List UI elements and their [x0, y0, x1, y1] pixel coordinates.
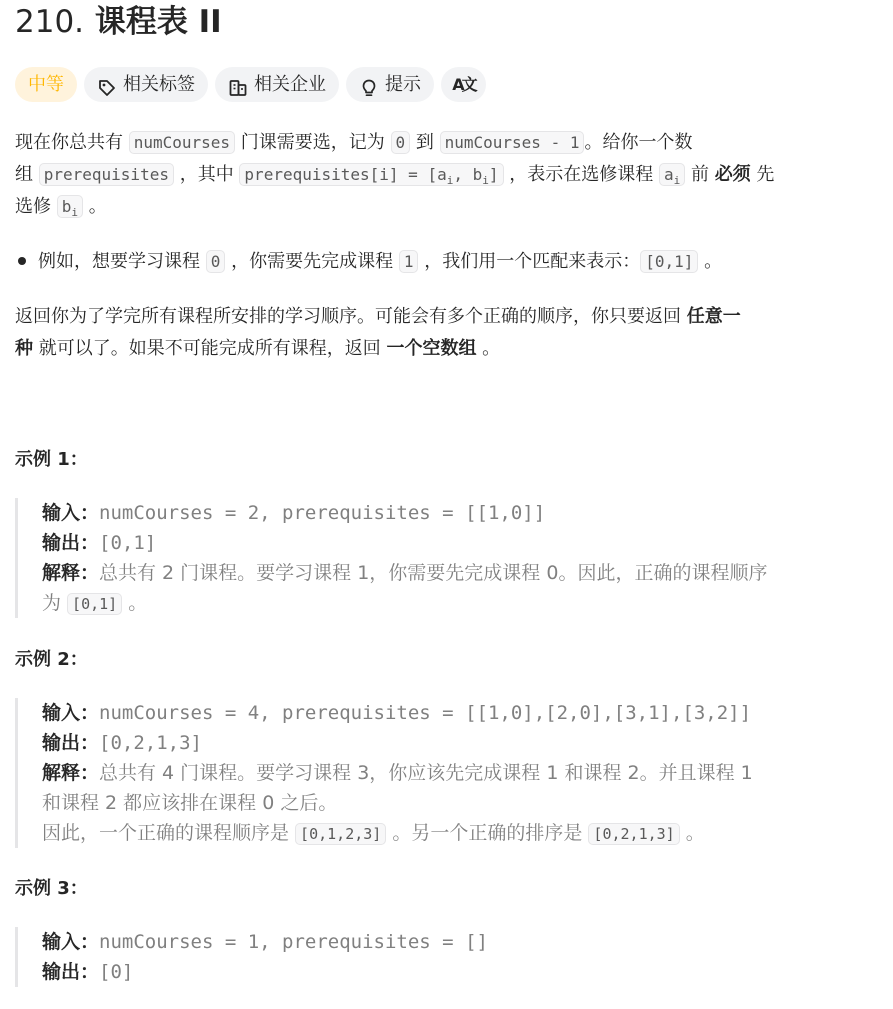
example-output: [0,1] [99, 532, 157, 554]
example-explanation: 总共有 4 门课程。要学习课程 3，你应该先完成课程 1 和课程 2。并且课程 1 [99, 762, 753, 784]
inline-code: prerequisites [39, 163, 174, 186]
tag-icon [97, 75, 117, 95]
description-paragraph-1: 现在你总共有 numCourses 门课需要选，记为 0 到 numCourses - 1 。给你一个数 组 prerequisites ，其中 prerequisites[i] = [$a_i$, $b_i$] ，表示在选修课程 $a_i$ 前 必须 先 选修 $b_i$ 。 [15, 132, 775, 220]
difficulty-label: 中等 [28, 74, 64, 95]
inline-code: [0,2,1,3] [588, 823, 679, 845]
example-1-block: 输入：numCourses = 2, prerequisites = [[1,0]] 输出：[0,1] 解释：总共有 2 门课程。要学习课程 1，你需要先完成课程 0。因此，正确的课程顺序 为 [0,1] 。 [15, 498, 875, 618]
hint-label: 提示 [385, 74, 421, 95]
related-companies-label: 相关企业 [254, 74, 326, 95]
example-2-title: 示例 2： [15, 649, 88, 670]
problem-title [15, 0, 222, 44]
related-tags-label: 相关标签 [123, 74, 195, 95]
inline-code: prerequisites[i] = [$a_i$, $b_i$] [239, 163, 503, 186]
inline-code: 0 [391, 131, 411, 154]
description-list-item: 例如，想要学习课程 0 ，你需要先完成课程 1 ，我们用一个匹配来表示： [0,1] 。 [15, 246, 875, 278]
example-3-title: 示例 3： [15, 878, 88, 899]
translate-icon: A文 [452, 75, 475, 94]
translate-button[interactable] [441, 67, 486, 102]
example-input: numCourses = 4, prerequisites = [[1,0],[2,0],[3,1],[3,2]] [99, 702, 752, 724]
example-1-title: 示例 1： [15, 449, 88, 470]
inline-code: $a_i$ [659, 163, 685, 186]
inline-code: 1 [399, 250, 419, 273]
example-input: numCourses = 1, prerequisites = [] [99, 931, 488, 953]
description-paragraph-2: 返回你为了学完所有课程所安排的学习顺序。可能会有多个正确的顺序，你只要返回 任意一 种 就可以了。如果不可能完成所有课程，返回 一个空数组 。 [15, 306, 741, 359]
problem-name: 课程表 II [94, 4, 222, 40]
inline-code: $b_i$ [57, 195, 83, 218]
inline-code: [0,1,2,3] [295, 823, 386, 845]
problem-number: 210. [15, 4, 85, 40]
building-icon [228, 75, 248, 95]
related-tags-button[interactable] [84, 67, 208, 102]
example-explanation: 总共有 2 门课程。要学习课程 1，你需要先完成课程 0。因此，正确的课程顺序 [99, 562, 768, 584]
inline-code: [0,1] [67, 593, 122, 615]
bold-text: 任意一 [686, 306, 741, 327]
related-companies-button[interactable] [215, 67, 339, 102]
inline-code: numCourses - 1 [440, 131, 585, 154]
lightbulb-icon [359, 75, 379, 95]
inline-code: [0,1] [640, 250, 698, 273]
example-input: numCourses = 2, prerequisites = [[1,0]] [99, 502, 546, 524]
bullet-icon [18, 257, 26, 265]
difficulty-badge [15, 67, 77, 102]
inline-code: numCourses [129, 131, 235, 154]
example-3-block: 输入：numCourses = 1, prerequisites = [] 输出：[0] [15, 927, 875, 987]
inline-code: 0 [206, 250, 226, 273]
bold-text: 种 [15, 338, 33, 359]
example-output: [0,2,1,3] [99, 732, 202, 754]
example-output: [0] [99, 961, 134, 983]
example-2-block: 输入：numCourses = 4, prerequisites = [[1,0],[2,0],[3,1],[3,2]] 输出：[0,2,1,3] 解释：总共有 4 门课程。要学习课程 3，你应该先完成课程 1 和课程 2。并且课程 1 和课程 2 都应该排在课程 0 之后。 因此，一个正确的课程顺序是 [0,1,2,3] 。另一个正确的排序是 [0,2,1,3] 。 [15, 698, 875, 848]
hint-button[interactable] [346, 67, 434, 102]
tag-bar [15, 67, 486, 102]
bold-text: 必须 [714, 164, 751, 185]
bold-text: 一个空数组 [386, 338, 477, 359]
